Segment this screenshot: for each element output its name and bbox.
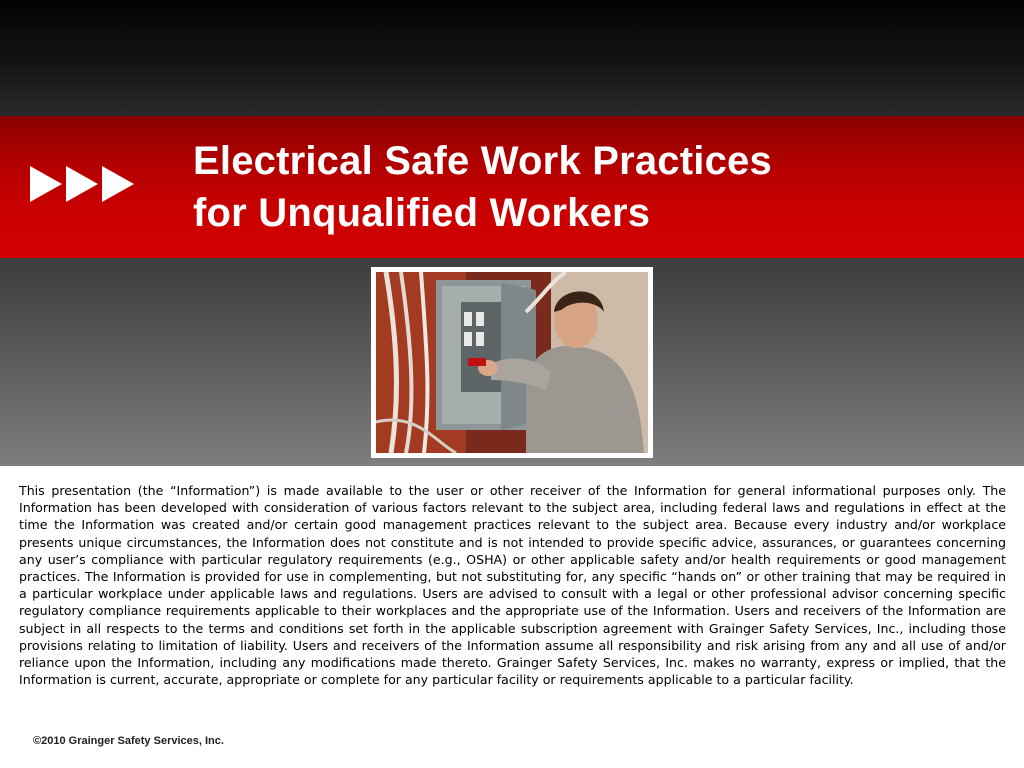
copyright-notice: ©2010 Grainger Safety Services, Inc. (33, 735, 224, 747)
triple-arrow-icon (30, 166, 134, 206)
right-arrow-icon (66, 166, 98, 202)
title-line-2: for Unqualified Workers (193, 191, 651, 235)
disclaimer-text: This presentation (the “Information”) is made available to the user or other receiver of the Information for general informational purposes only. The Information has been developed with consideration of various factors relevant to the subject area, including federal laws and regulations in effect at the time the Information was created and/or certain good management practices relevant to the subject area. Because every industry and/or workplace presents unique circumstances, the Information does not constitute and is not intended to provide specific advice, assurances, or guarantees concerning any user’s compliance with particular regulatory requirements (e.g., OSHA) or other applicable safety and/or health requirements or good management practices. The Information is provided for use in complementing, but not substituting for, any specific “hands on” or other training that may be required in a particular workplace under applicable laws and regulations. Users are advised to consult with a legal or other professional advisor concerning specific regulatory compliance requirements applicable to their workplaces and the appropriate use of the Information. Users and receivers of the Information are subject in all respects to the terms and conditions set forth in the applicable subscription agreement with Grainger Safety Services, Inc., including those provisions relating to limitation of liability. Users and receivers of the Information assume all responsibility and risk arising from any and all use of and/or reliance upon the Information, including any modifications made thereto. Grainger Safety Services, Inc. makes no warranty, express or implied, that the Information is current, accurate, appropriate or complete for any particular facility or requirements applicable to a particular facility. (19, 483, 1006, 688)
top-dark-band (0, 0, 1024, 116)
photo-illustration (376, 272, 648, 453)
right-arrow-icon (30, 166, 62, 202)
title-line-1: Electrical Safe Work Practices (193, 139, 772, 183)
photo-frame (371, 267, 653, 458)
slide-title (193, 135, 993, 239)
right-arrow-icon (102, 166, 134, 202)
worker-electrical-panel-photo (376, 272, 648, 453)
